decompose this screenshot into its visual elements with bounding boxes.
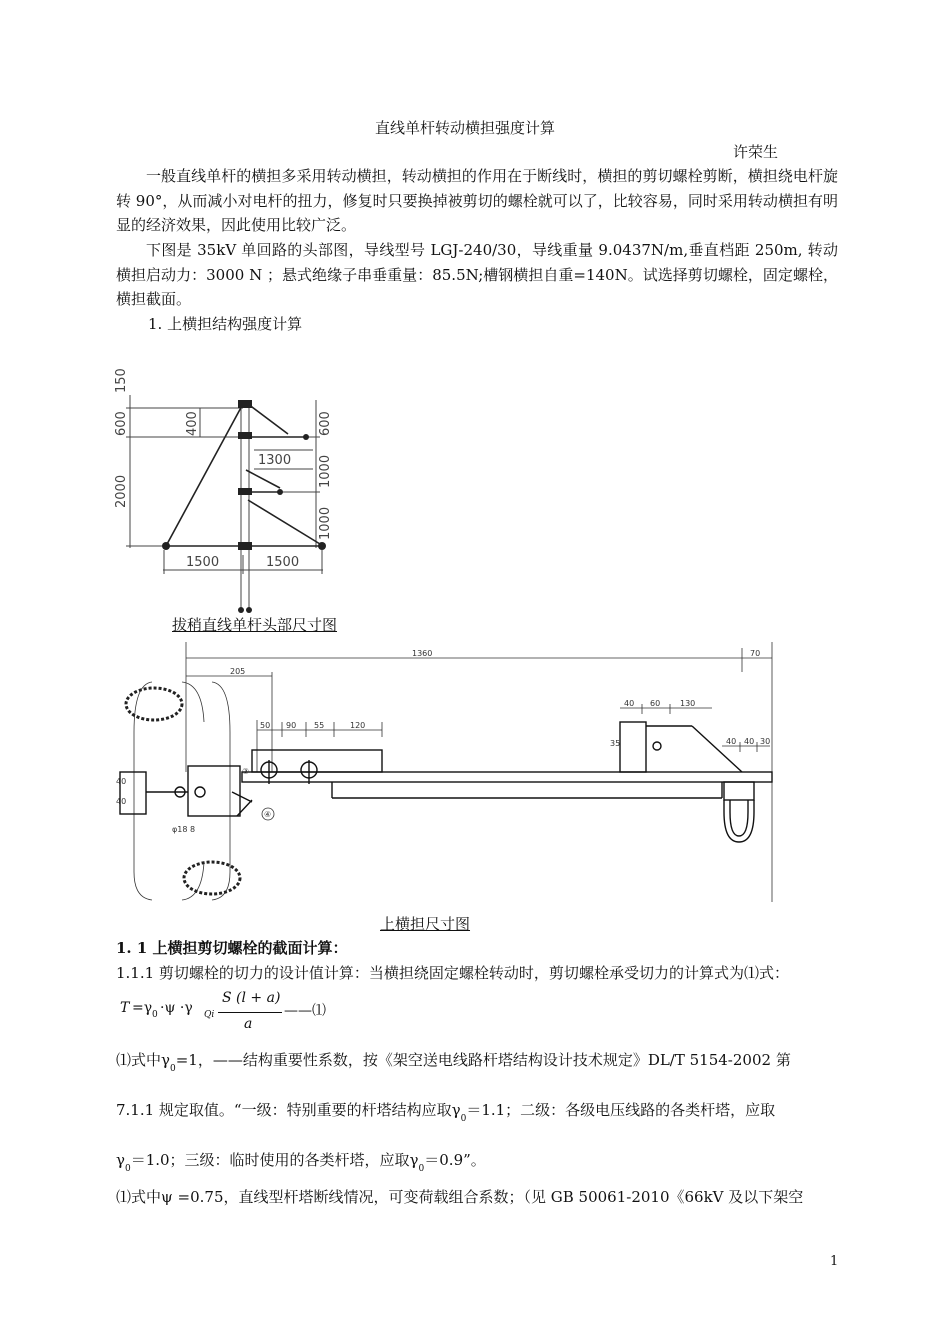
fig2-dim-1360: 1360: [412, 649, 433, 658]
note-line-3: [116, 1150, 486, 1173]
note1-sub: 0: [169, 1064, 176, 1074]
fig1-dim-1500-left: 1500: [186, 555, 220, 570]
document-title: 直线单杆转动横担强度计算: [375, 119, 556, 137]
note3-part-a: γ: [116, 1151, 125, 1169]
formula-gamma0-sub: 0: [152, 1010, 158, 1020]
note-line-2: [116, 1100, 775, 1123]
note1-part-a: ⑴式中γ: [116, 1051, 170, 1069]
formula-tag: ——⑴: [284, 1003, 326, 1019]
fig1-dim-1500-right: 1500: [266, 555, 300, 570]
formula-fraction-bar: [218, 1012, 282, 1013]
fig2-dim-205: 205: [230, 667, 246, 676]
section-1-1-heading: 1. 1 上横担剪切螺栓的截面计算：: [116, 939, 348, 957]
fig2-dim-70: 70: [750, 649, 761, 658]
fig2-dim-40-a: 40: [624, 699, 635, 708]
crossarm-drawing: [112, 642, 782, 910]
formula-lhs: T: [120, 1000, 130, 1016]
formula-gammaq-sub: Qi: [204, 1010, 215, 1020]
intro-paragraph: 一般直线单杆的横担多采用转动横担，转动横担的作用在于断线时，横担的剪切螺栓剪断，横担绕电杆旋转 90°，从而减小对电杆的扭力，修复时只要换掉被剪切的螺栓就可以了，比较容易，同时采用转动横担有明显的经济效果，因此使用比较广泛。: [116, 167, 838, 234]
fig2-dim-35: 35: [610, 739, 621, 748]
fig2-dim-50: 50: [260, 721, 271, 730]
fig1-dim-150: 150: [114, 368, 129, 393]
fig1-dim-2000: 2000: [114, 474, 129, 508]
fig1-dim-1300: 1300: [258, 453, 292, 468]
fig2-dim-60: 60: [650, 699, 661, 708]
formula-numerator: S (l + a): [222, 990, 281, 1006]
fig2-bolt-note: φ18 8: [172, 825, 196, 834]
figure2-caption: 上横担尺寸图: [380, 915, 471, 933]
author-name: 许荣生: [733, 143, 779, 161]
formula-gamma0: =γ: [132, 1000, 153, 1016]
fig2-label-3: ③: [242, 767, 250, 776]
problem-paragraph: 下图是 35kV 单回路的头部图，导线型号 LGJ-240/30，导线重量 9.0437N/m,垂直档距 250m, 转动横担启动力：3000 N ；悬式绝缘子串垂重量：85.5N;槽钢横担自重=140N。试选择剪切螺栓，固定螺栓，横担截面。: [116, 241, 838, 308]
fig1-dim-400: 400: [185, 411, 200, 436]
note3-sub-1: 0: [124, 1164, 131, 1174]
formula-psi: ·ψ ·γ: [160, 1000, 193, 1016]
formula-denominator: a: [244, 1016, 253, 1032]
fig1-dim-600-left: 600: [114, 411, 129, 436]
fig2-dim-90: 90: [286, 721, 297, 730]
fig2-label-4: ④: [264, 810, 272, 819]
fig1-dim-1000-upper: 1000: [318, 454, 333, 488]
pole-head-drawing: [108, 360, 348, 620]
note2-part-b: ＝1.1；二级：各级电压线路的各类杆塔，应取: [466, 1101, 776, 1119]
fig2-dim-40-e: 40: [116, 797, 127, 806]
note-line-1: [116, 1050, 791, 1073]
note-line-4: ⑴式中ψ =0.75，直线型杆塔断线情况，可变荷载组合系数；（见 GB 50061-2010《66kV 及以下架空: [116, 1188, 804, 1206]
fig1-dim-1000-lower: 1000: [318, 506, 333, 540]
fig2-dim-40-c: 40: [744, 737, 755, 746]
formula-1: [116, 990, 356, 1040]
section-1-heading: 1. 上横担结构强度计算: [148, 315, 303, 333]
note2-part-a: 7.1.1 规定取值。“一级：特别重要的杆塔结构应取γ: [116, 1101, 461, 1119]
fig2-dim-40-d: 40: [116, 777, 127, 786]
fig2-dim-55: 55: [314, 721, 325, 730]
fig2-dim-40-b: 40: [726, 737, 737, 746]
fig1-dim-600-right: 600: [318, 411, 333, 436]
fig2-dim-120: 120: [350, 721, 366, 730]
page-number: 1: [830, 1254, 839, 1269]
section-1-1-1-text: 1.1.1 剪切螺栓的切力的设计值计算：当横担绕固定螺栓转动时，剪切螺栓承受切力的计算式为⑴式：: [116, 964, 789, 982]
figure1-caption: 拔稍直线单杆头部尺寸图: [172, 616, 338, 634]
note3-part-b: ＝1.0；三级：临时使用的各类杆塔，应取γ: [130, 1151, 419, 1169]
note3-sub-2: 0: [418, 1164, 425, 1174]
note1-part-b: =1，——结构重要性系数，按《架空送电线路杆塔结构设计技术规定》DL/T 5154-2002 第: [175, 1051, 791, 1069]
note3-part-c: ＝0.9”。: [424, 1151, 486, 1169]
fig2-dim-130: 130: [680, 699, 696, 708]
fig2-dim-30: 30: [760, 737, 771, 746]
note2-sub: 0: [460, 1114, 467, 1124]
